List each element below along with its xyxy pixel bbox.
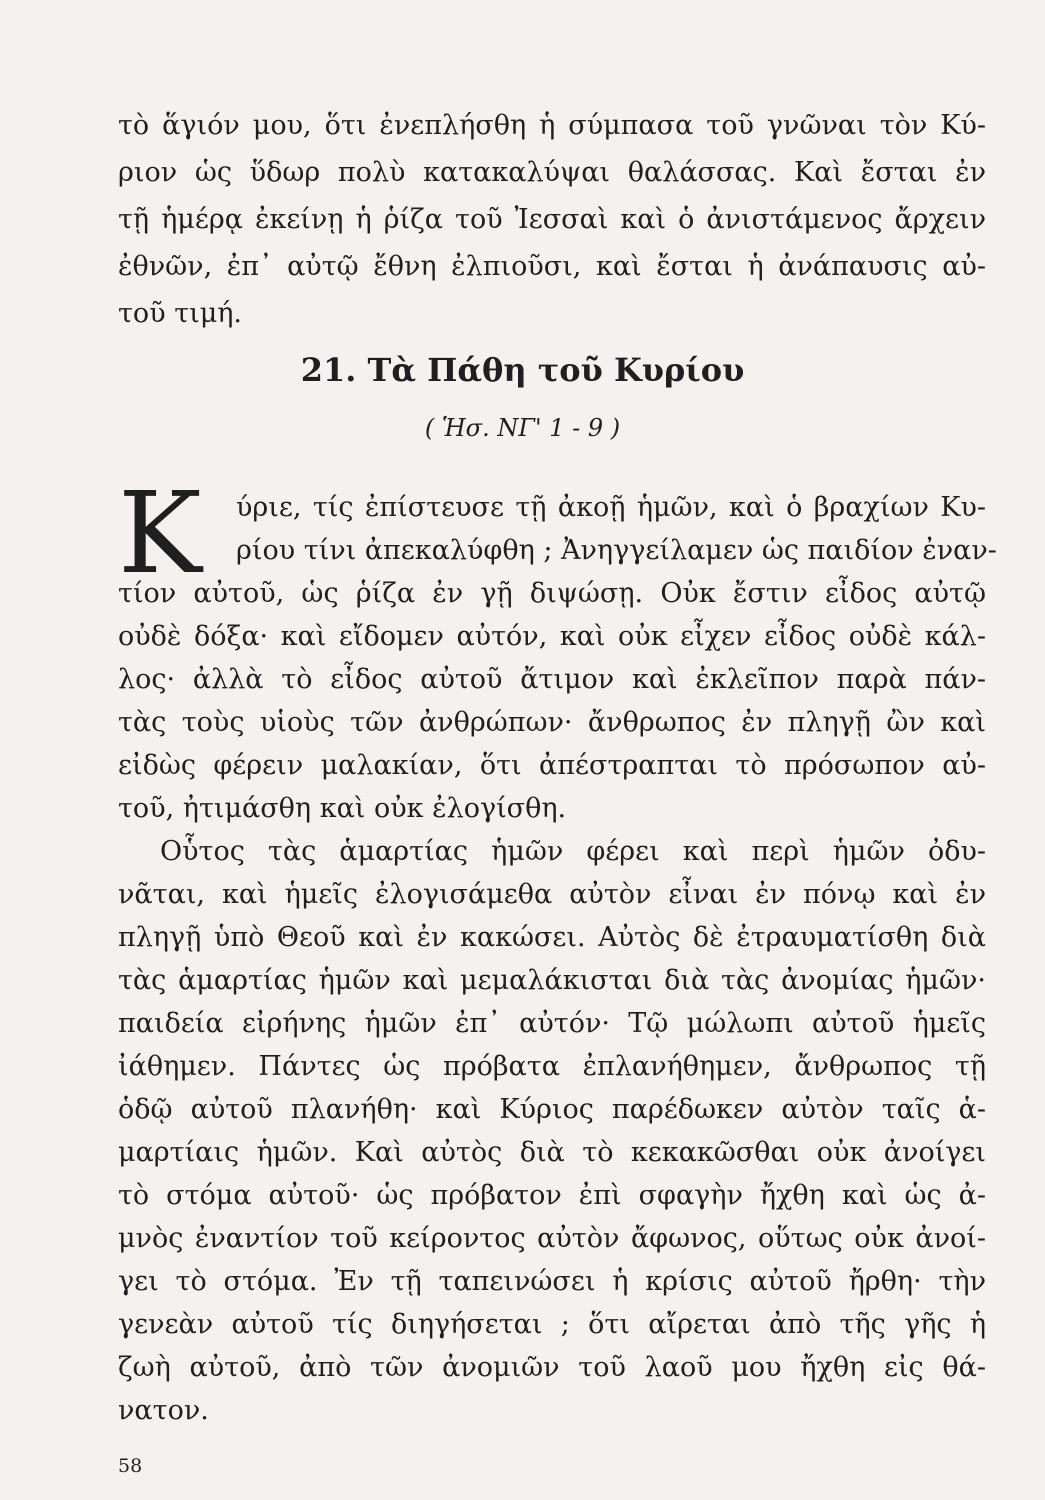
- text-line: πληγῇ ὑπὸ Θεοῦ καὶ ἐν κακώσει. Αὐτὸς δὲ ἐτραυματίσθη διὰ: [118, 922, 986, 953]
- text-line: γενεὰν αὐτοῦ τίς διηγήσεται ; ὅτι αἴρεται ἀπὸ τῆς γῆς ἡ: [118, 1309, 986, 1340]
- text-line: ρίου τίνι ἀπεκαλύφθη ; Ἀνηγγείλαμεν ὡς παιδίον ἐναν-: [236, 535, 997, 566]
- text-line: λος· ἀλλὰ τὸ εἶδος αὐτοῦ ἄτιμον καὶ ἐκλεῖπον παρὰ πάν-: [118, 664, 986, 695]
- text-line: ύριε, τίς ἐπίστευσε τῇ ἀκοῇ ἡμῶν, καὶ ὁ βραχίων Κυ-: [236, 492, 986, 523]
- text-line: ζωὴ αὐτοῦ, ἀπὸ τῶν ἀνομιῶν τοῦ λαοῦ μου ἤχθη εἰς θά-: [118, 1352, 986, 1383]
- text-line: Οὗτος τὰς ἁμαρτίας ἡμῶν φέρει καὶ περὶ ἡμῶν ὀδυ-: [160, 836, 986, 867]
- text-line: τίον αὐτοῦ, ὡς ῥίζα ἐν γῇ διψώσῃ. Οὐκ ἔστιν εἶδος αὐτῷ: [118, 578, 986, 609]
- scripture-reference: ( Ἡσ. ΝΓ' 1 - 9 ): [424, 414, 621, 442]
- text-line: τῇ ἡμέρᾳ ἐκείνῃ ἡ ῥίζα τοῦ Ἰεσσαὶ καὶ ὁ ἀνιστάμενος ἄρχειν: [118, 204, 986, 235]
- text-line: μνὸς ἐναντίον τοῦ κείροντος αὐτὸν ἄφωνος, οὕτως οὐκ ἀνοί-: [118, 1223, 986, 1254]
- text-line: ἰάθημεν. Πάντες ὡς πρόβατα ἐπλανήθημεν, ἄνθρωπος τῇ: [118, 1051, 986, 1082]
- text-line: μαρτίαις ἡμῶν. Καὶ αὐτὸς διὰ τὸ κεκακῶσθαι οὐκ ἀνοίγει: [118, 1137, 986, 1168]
- text-line: ὁδῷ αὐτοῦ πλανήθη· καὶ Κύριος παρέδωκεν αὐτὸν ταῖς ἁ-: [118, 1094, 986, 1125]
- text-line: τὰς ἁμαρτίας ἡμῶν καὶ μεμαλάκισται διὰ τὰς ἀνομίας ἡμῶν·: [118, 965, 986, 996]
- text-line: οὐδὲ δόξα· καὶ εἴδομεν αὐτόν, καὶ οὐκ εἶχεν εἶδος οὐδὲ κάλ-: [118, 621, 986, 652]
- section-title: 21. Τὰ Πάθη τοῦ Κυρίου: [300, 351, 745, 389]
- text-line: τοῦ τιμή.: [118, 298, 243, 329]
- text-line: νατον.: [118, 1395, 209, 1426]
- text-line: νᾶται, καὶ ἡμεῖς ἐλογισάμεθα αὐτὸν εἶναι ἐν πόνῳ καὶ ἐν: [118, 879, 986, 910]
- text-line: τὸ ἅγιόν μου, ὅτι ἐνεπλήσθη ἡ σύμπασα τοῦ γνῶναι τὸν Κύ-: [118, 110, 986, 141]
- text-line: τὰς τοὺς υἱοὺς τῶν ἀνθρώπων· ἄνθρωπος ἐν πληγῇ ὢν καὶ: [118, 707, 986, 738]
- text-line: τοῦ, ἠτιμάσθη καὶ οὐκ ἐλογίσθη.: [118, 793, 567, 824]
- text-line: παιδεία εἰρήνης ἡμῶν ἐπ᾽ αὐτόν· Τῷ μώλωπι αὐτοῦ ἡμεῖς: [118, 1008, 986, 1039]
- page-number: 58: [118, 1455, 143, 1477]
- text-line: τὸ στόμα αὐτοῦ· ὡς πρόβατον ἐπὶ σφαγὴν ἤχθη καὶ ὡς ἀ-: [118, 1180, 986, 1211]
- drop-cap: Κ: [118, 469, 202, 599]
- text-line: γει τὸ στόμα. Ἐν τῇ ταπεινώσει ἡ κρίσις αὐτοῦ ἤρθη· τὴν: [118, 1266, 986, 1297]
- text-line: ριον ὡς ὕδωρ πολὺ κατακαλύψαι θαλάσσας. Καὶ ἔσται ἐν: [118, 157, 986, 188]
- text-line: ἐθνῶν, ἐπ᾽ αὐτῷ ἔθνη ἐλπιοῦσι, καὶ ἔσται ἡ ἀνάπαυσις αὐ-: [118, 251, 986, 282]
- text-line: εἰδὼς φέρειν μαλακίαν, ὅτι ἀπέστραπται τὸ πρόσωπον αὐ-: [118, 750, 986, 781]
